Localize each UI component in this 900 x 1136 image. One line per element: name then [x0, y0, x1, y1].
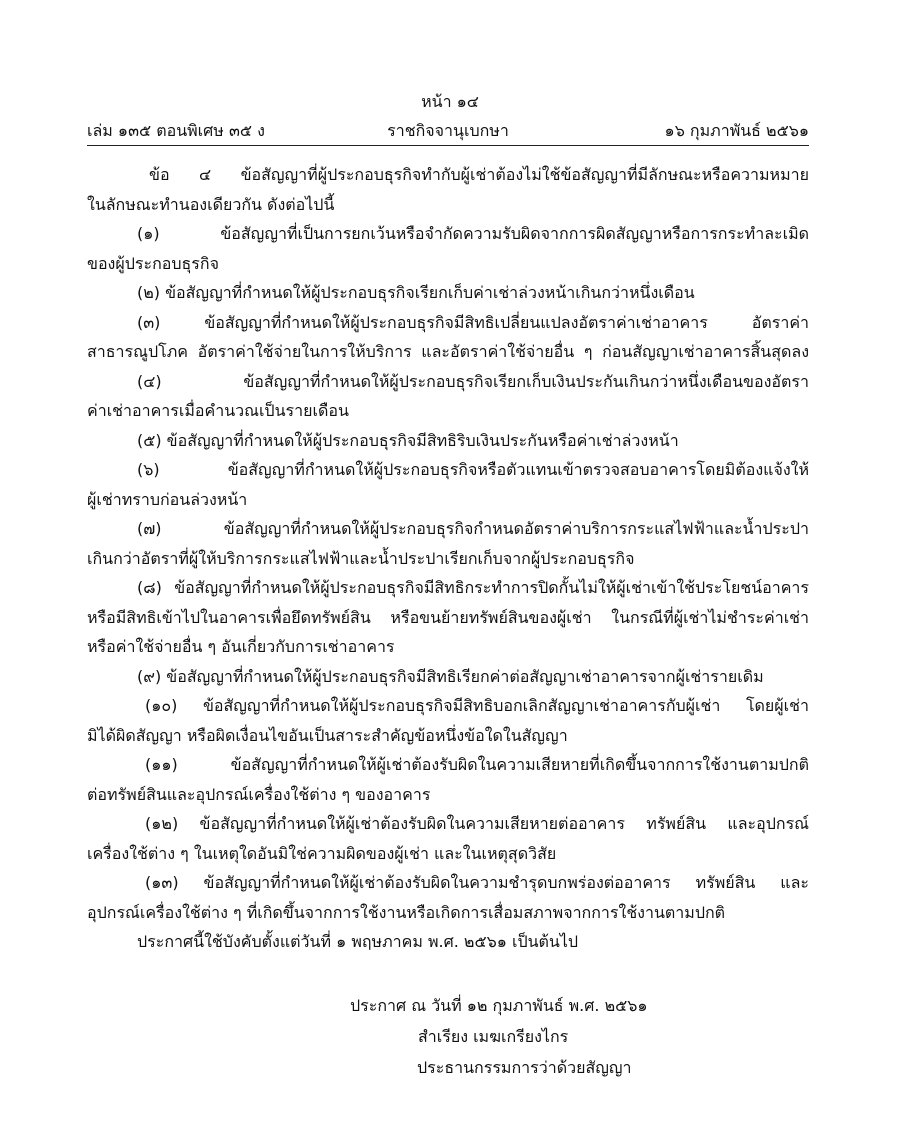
item-line: (๑) ข้อสัญญาที่เป็นการยกเว้นหรือจำกัดความรับผิดจากการผิดสัญญาหรือการกระทำละเมิด: [137, 224, 809, 243]
item-line: ต่อทรัพย์สินและอุปกรณ์เครื่องใช้ต่าง ๆ ของอาคาร: [87, 784, 431, 804]
item-line: หรือมีสิทธิเข้าไปในอาคารเพื่อยึดทรัพย์สิน หรือขนย้ายทรัพย์สินของผู้เช่า ในกรณีที่ผู้เช่าไม่ชำระค่าเช่า: [87, 607, 809, 627]
item-line: (๗) ข้อสัญญาที่กำหนดให้ผู้ประกอบธุรกิจกำหนดอัตราค่าบริการกระแสไฟฟ้าและน้ำประปา: [137, 519, 809, 538]
item-line: หรือค่าใช้จ่ายอื่น ๆ อันเกี่ยวกับการเช่าอาคาร: [87, 637, 395, 656]
item-line: (๔) ข้อสัญญาที่กำหนดให้ผู้ประกอบธุรกิจเรียกเก็บเงินประกันเกินกว่าหนึ่งเดือนของอัตรา: [137, 371, 809, 391]
publication-title: ราชกิจจานุเบกษา: [387, 121, 509, 140]
clause-line: ข้อ ๔ ข้อสัญญาที่ผู้ประกอบธุรกิจทำกับผู้เช่าต้องไม่ใช้ข้อสัญญาที่มีลักษณะหรือความหมาย: [149, 165, 809, 184]
item-line: (๑๓) ข้อสัญญาที่กำหนดให้ผู้เช่าต้องรับผิดในความชำรุดบกพร่องต่ออาคาร ทรัพย์สิน และ: [145, 873, 809, 892]
header-divider: [87, 145, 809, 146]
publication-date: ๑๖ กุมภาพันธ์ ๒๕๖๑: [664, 121, 809, 140]
item-line: (๑๑) ข้อสัญญาที่กำหนดให้ผู้เช่าต้องรับผิดในความเสียหายที่เกิดขึ้นจากการใช้งานตามปกติ: [145, 755, 809, 774]
item-line: (๖) ข้อสัญญาที่กำหนดให้ผู้ประกอบธุรกิจหรือตัวแทนเข้าตรวจสอบอาคารโดยมิต้องแจ้งให้: [137, 460, 809, 479]
volume-info: เล่ม ๑๓๕ ตอนพิเศษ ๓๕ ง: [87, 121, 265, 140]
signatory-position: ประธานกรรมการว่าด้วยสัญญา: [417, 1058, 632, 1077]
item-line: (๓) ข้อสัญญาที่กำหนดให้ผู้ประกอบธุรกิจมีสิทธิเปลี่ยนแปลงอัตราค่าเช่าอาคาร อัตราค่า: [137, 312, 809, 332]
item-line: (๙) ข้อสัญญาที่กำหนดให้ผู้ประกอบธุรกิจมีสิทธิเรียกค่าต่อสัญญาเช่าอาคารจากผู้เช่ารายเดิม: [137, 666, 764, 686]
announcement-date: ประกาศ ณ วันที่ ๑๒ กุมภาพันธ์ พ.ศ. ๒๕๖๑: [350, 996, 648, 1015]
item-line: เครื่องใช้ต่าง ๆ ในเหตุใดอันมิใช่ความผิดของผู้เช่า และในเหตุสุดวิสัย: [87, 843, 557, 863]
effective-date-statement: ประกาศนี้ใช้บังคับตั้งแต่วันที่ ๑ พฤษภาคม พ.ศ. ๒๕๖๑ เป็นต้นไป: [137, 932, 579, 951]
signature-block: [0, 990, 900, 1083]
item-line: ค่าเช่าอาคารเมื่อคำนวณเป็นรายเดือน: [87, 401, 349, 420]
gazette-header: [87, 119, 809, 143]
item-line: มิได้ผิดสัญญา หรือผิดเงื่อนไขอันเป็นสาระสำคัญข้อหนึ่งข้อใดในสัญญา: [87, 725, 568, 745]
item-line: เกินกว่าอัตราที่ผู้ให้บริการกระแสไฟฟ้าและน้ำประปาเรียกเก็บจากผู้ประกอบธุรกิจ: [87, 548, 635, 568]
item-line: สาธารณูปโภค อัตราค่าใช้จ่ายในการให้บริการ และอัตราค่าใช้จ่ายอื่น ๆ ก่อนสัญญาเช่าอาคารสิ้นสุดลง: [87, 342, 809, 361]
item-line: (๑๐) ข้อสัญญาที่กำหนดให้ผู้ประกอบธุรกิจมีสิทธิบอกเลิกสัญญาเช่าอาคารกับผู้เช่า โดยผู้เช่า: [145, 696, 809, 715]
item-line: ของผู้ประกอบธุรกิจ: [87, 253, 219, 273]
item-line: อุปกรณ์เครื่องใช้ต่าง ๆ ที่เกิดขึ้นจากการใช้งานหรือเกิดการเสื่อมสภาพจากการใช้งานตามปกติ: [87, 902, 726, 922]
item-line: (๒) ข้อสัญญาที่กำหนดให้ผู้ประกอบธุรกิจเรียกเก็บค่าเช่าล่วงหน้าเกินกว่าหนึ่งเดือน: [137, 283, 695, 302]
item-line: (๕) ข้อสัญญาที่กำหนดให้ผู้ประกอบธุรกิจมีสิทธิริบเงินประกันหรือค่าเช่าล่วงหน้า: [137, 430, 679, 450]
item-line: ผู้เช่าทราบก่อนล่วงหน้า: [87, 489, 248, 509]
item-line: (๑๒) ข้อสัญญาที่กำหนดให้ผู้เช่าต้องรับผิดในความเสียหายต่ออาคาร ทรัพย์สิน และอุปกรณ์: [145, 814, 809, 833]
signatory-name: สำเรียง เมฆเกรียงไกร: [418, 1027, 569, 1046]
document-body: [87, 160, 809, 957]
clause-line: ในลักษณะทำนองเดียวกัน ดังต่อไปนี้: [87, 194, 335, 214]
item-line: (๘) ข้อสัญญาที่กำหนดให้ผู้ประกอบธุรกิจมีสิทธิกระทำการปิดกั้นไม่ให้ผู้เช่าเข้าใช้ประโยชน์อาคาร: [137, 578, 809, 597]
page-number: หน้า ๑๔: [421, 92, 479, 111]
